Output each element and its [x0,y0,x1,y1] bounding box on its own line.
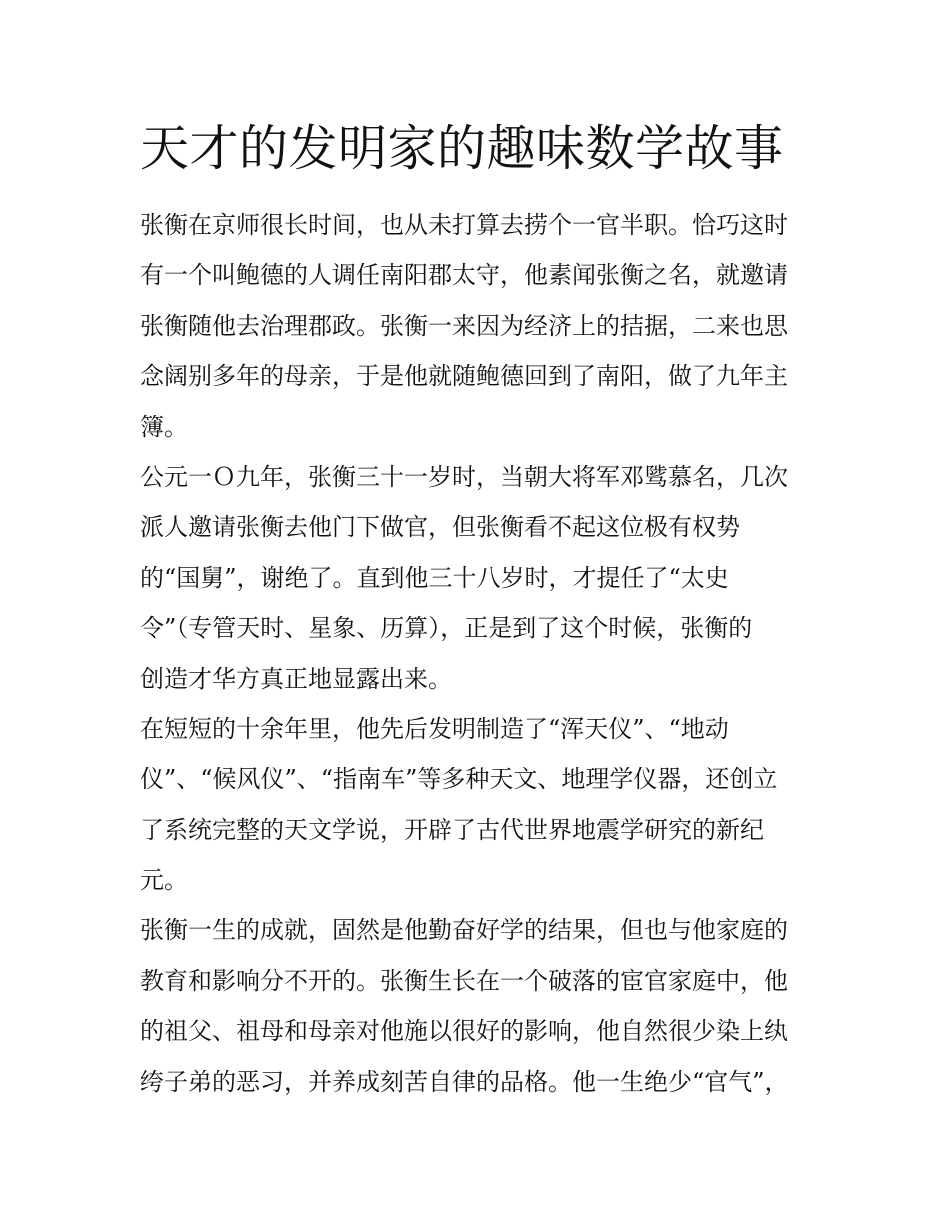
text-line: 公元一Ｏ九年，张衡三十一岁时，当朝大将军邓骘慕名，几次 [140,462,788,491]
text-line: 张衡在京师很长时间，也从未打算去捞个一官半职。恰巧这时 [140,211,788,239]
text-line: 了系统完整的天文学说，开辟了古代世界地震学研究的新纪 [140,815,764,844]
text-line: 元。 [140,866,188,895]
text-line: 簿。 [140,412,188,441]
text-line: 令”（专管天时、星象、历算），正是到了这个时候，张衡的 [140,614,753,643]
text-line: 的“国舅”，谢绝了。直到他三十八岁时，才提任了“太史 [140,563,729,592]
document-body [140,200,820,1107]
text-line: 张衡一生的成就，固然是他勤奋好学的结果，但也与他家庭的 [140,916,788,945]
text-line: 创造才华方真正地显露出来。 [140,664,452,693]
paragraph-2 [140,452,820,704]
paragraph-1 [140,200,820,452]
text-line: 张衡随他去治理郡政。张衡一来因为经济上的拮据，二来也思 [140,311,788,340]
text-line: 仪”、“候风仪”、“指南车”等多种天文、地理学仪器，还创立 [140,765,778,794]
document-title: 天才的发明家的趣味数学故事 [140,120,784,177]
paragraph-3 [140,704,820,906]
text-line: 教育和影响分不开的。张衡生长在一个破落的宦官家庭中，他 [140,966,788,995]
text-line: 在短短的十余年里，他先后发明制造了“浑天仪”、“地动 [140,714,729,743]
paragraph-4 [140,905,820,1107]
text-line: 绔子弟的恶习，并养成刻苦自律的品格。他一生绝少“官气”， [140,1067,789,1096]
text-line: 念阔别多年的母亲，于是他就随鲍德回到了南阳，做了九年主 [140,362,788,391]
text-line: 的祖父、祖母和母亲对他施以很好的影响，他自然很少染上纨 [140,1017,788,1046]
text-line: 派人邀请张衡去他门下做官，但张衡看不起这位极有权势 [140,513,740,542]
text-line: 有一个叫鲍德的人调任南阳郡太守，他素闻张衡之名，就邀请 [140,261,788,290]
